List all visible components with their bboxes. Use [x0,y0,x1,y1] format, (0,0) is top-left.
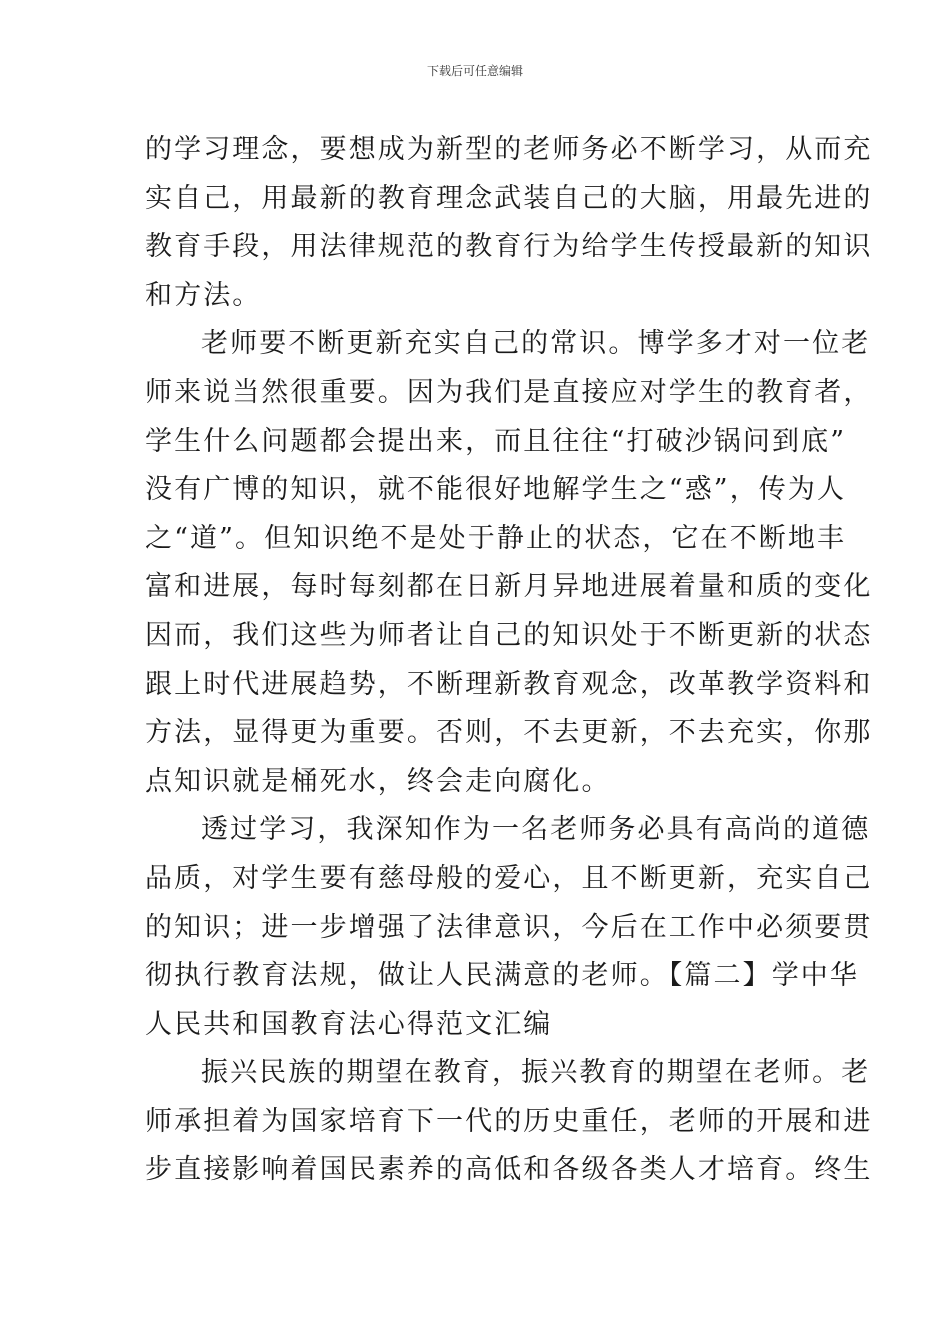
text-line: 老师要不断更新充实自己的常识。博学多才对一位老 [201,328,871,360]
text-line: 的知识；进一步增强了法律意识，今后在工作中必须要贯 [145,911,873,943]
text-line: 师承担着为国家培育下一代的历史重任，老师的开展和进 [145,1105,873,1137]
text-line: 富和进展，每时每刻都在日新月异地进展着量和质的变化 [145,571,873,603]
text-line: 人民共和国教育法心得范文汇编 [145,1008,553,1040]
page-header: 下载后可任意编辑 [426,64,523,78]
text-line: 的学习理念，要想成为新型的老师务必不断学习，从而充 [145,134,873,165]
text-line: 师来说当然很重要。因为我们是直接应对学生的教育者， [145,376,873,408]
paragraph-1 [145,126,873,320]
text-line: 点知识就是桶死水，终会走向腐化。 [145,765,611,797]
text-line: 方法，显得更为重要。否则，不去更新，不去充实，你那 [145,717,873,749]
text-line: 学生什么问题都会提出来，而且往往“打破沙锅问到底” [145,425,847,457]
paragraph-2 [145,320,873,806]
document-body [145,126,873,1195]
text-line: 步直接影响着国民素养的高低和各级各类人才培育。终生 [145,1154,873,1186]
text-line: 因而，我们这些为师者让自己的知识处于不断更新的状态 [145,619,873,651]
text-line: 教育手段，用法律规范的教育行为给学生传授最新的知识 [145,231,873,263]
text-line: 实自己，用最新的教育理念武装自己的大脑，用最先进的 [145,182,873,214]
text-line: 彻执行教育法规，做让人民满意的老师。【篇二】学中华 [145,960,859,992]
text-line: 和方法。 [145,279,262,311]
text-line: 跟上时代进展趋势，不断理新教育观念，改革教学资料和 [145,668,873,700]
paragraph-3 [145,806,873,1049]
text-line: 之“道”。但知识绝不是处于静止的状态，它在不断地丰 [145,522,847,554]
text-line: 没有广博的知识，就不能很好地解学生之“惑”，传为人 [145,474,847,506]
text-line: 品质，对学生要有慈母般的爱心，且不断更新，充实自己 [145,862,873,894]
text-line: 振兴民族的期望在教育，振兴教育的期望在老师。老 [201,1057,871,1089]
text-line: 透过学习，我深知作为一名老师务必具有高尚的道德 [201,814,871,846]
paragraph-4 [145,1049,873,1195]
